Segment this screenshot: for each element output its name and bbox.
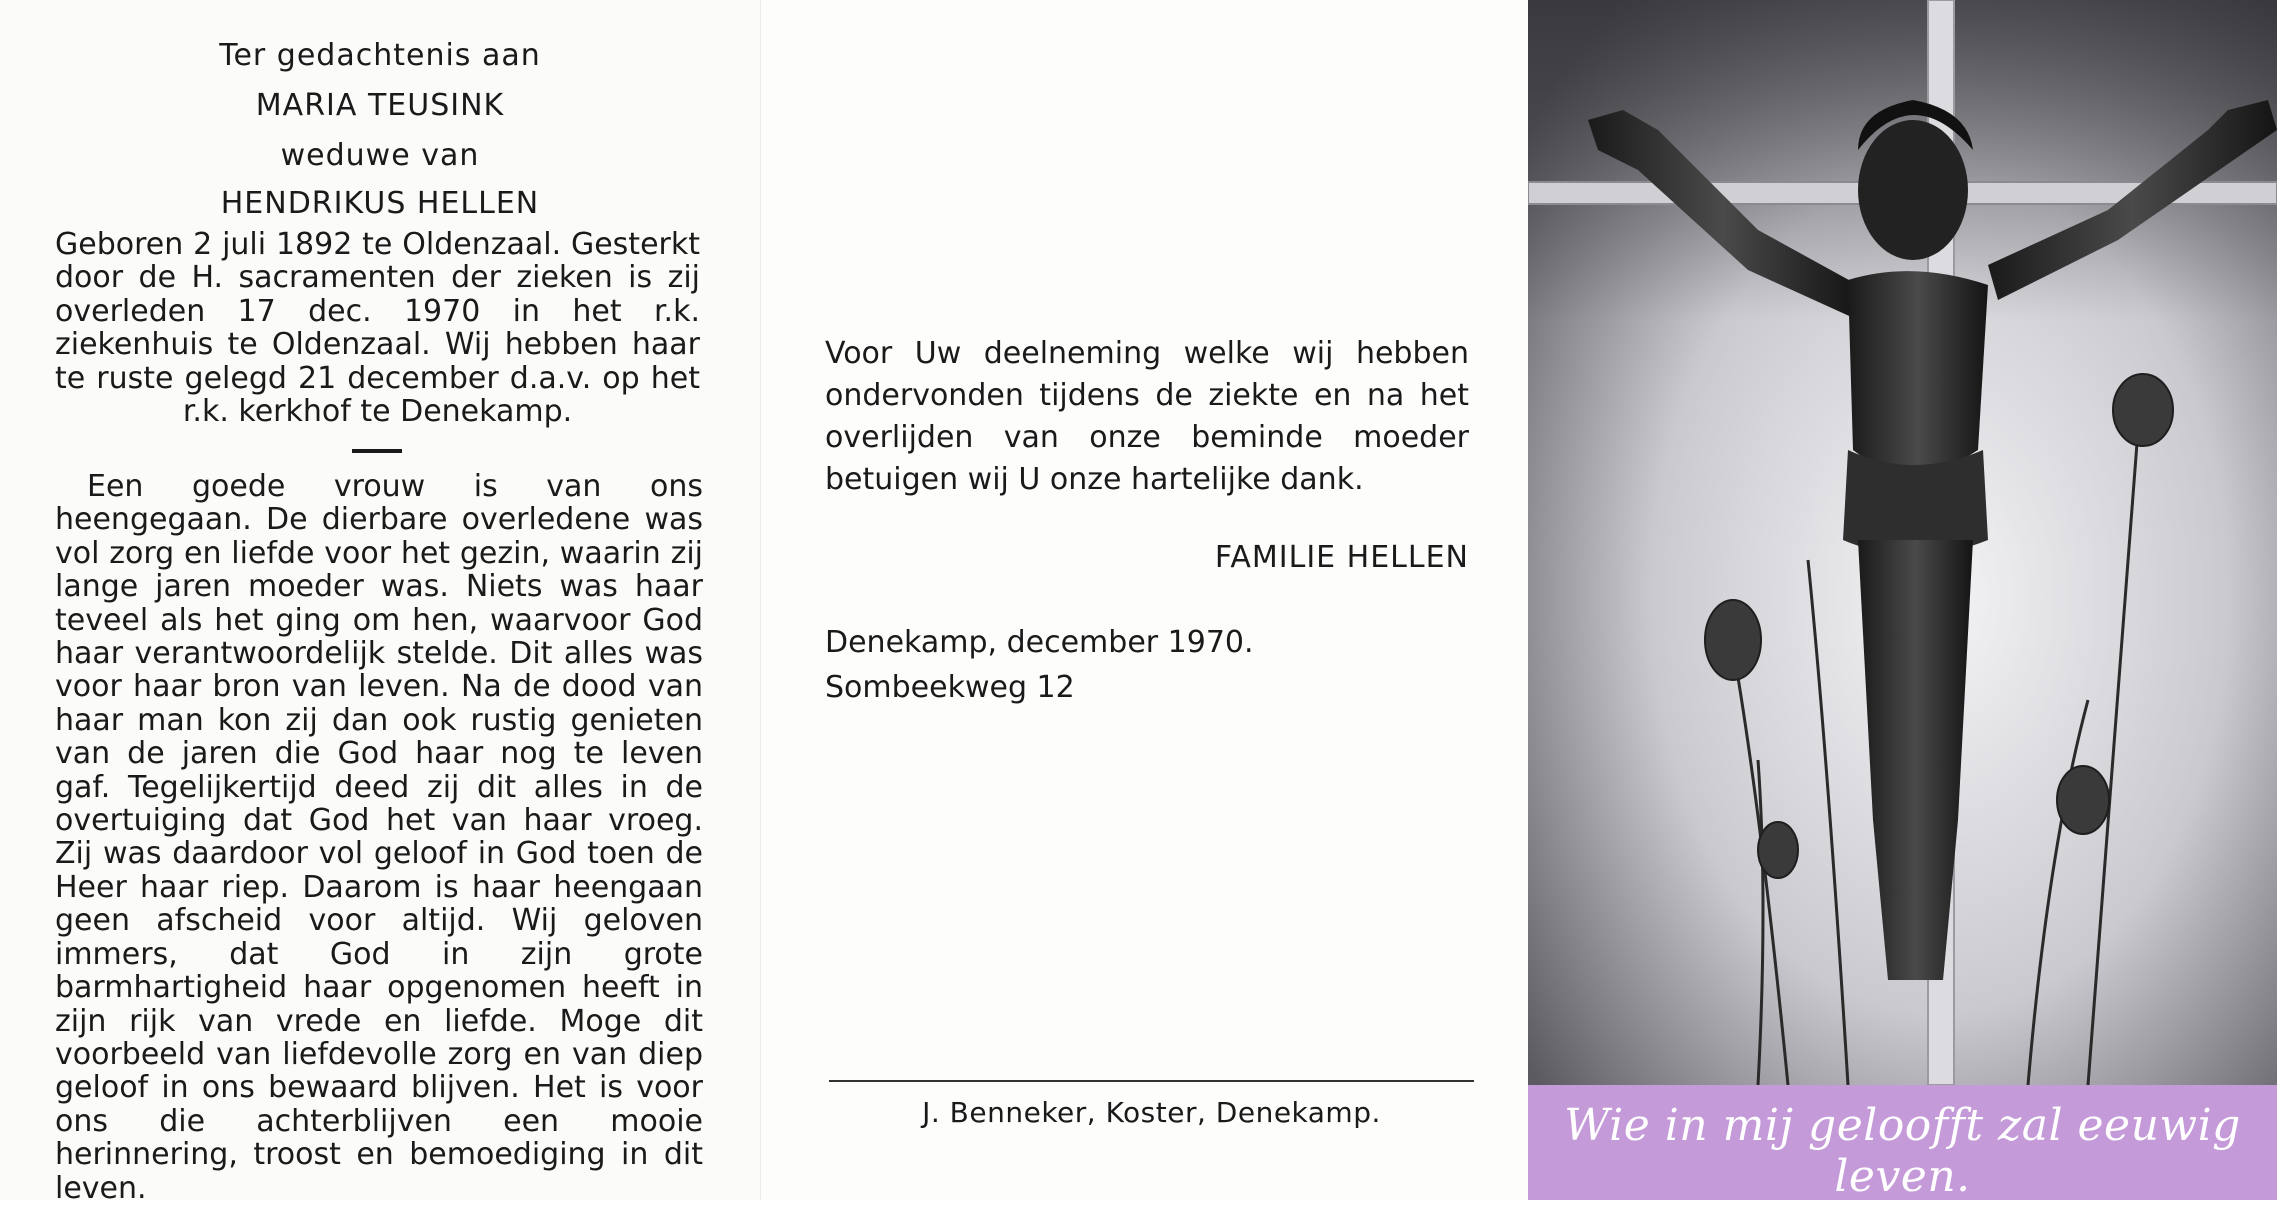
memorial-heading: Ter gedachtenis aan: [219, 38, 541, 73]
middle-panel: [760, 0, 1528, 1200]
husband-name: HENDRIKUS HELLEN: [220, 186, 540, 221]
deceased-name: MARIA TEUSINK: [255, 88, 505, 123]
loincloth: [1843, 450, 1988, 555]
scripture-caption: Wie in mij geloofft zal eeuwig leven.: [1564, 1100, 2241, 1200]
footer-rule: [829, 1080, 1474, 1082]
family-signature: FAMILIE HELLEN: [1214, 540, 1469, 575]
left-panel: [0, 0, 760, 1206]
crucifix-photo: [1528, 0, 2277, 1085]
place-date: Denekamp, december 1970.: [825, 625, 1254, 660]
address: Sombeekweg 12: [825, 670, 1075, 705]
thanks-paragraph: Voor Uw deelneming welke wij hebben ondervonden tijdens de ziekte en na het overlijden van onze beminde moeder betuigen wij U onze hartelijke dank.: [825, 336, 1469, 497]
eulogy-paragraph: Een goede vrouw is van ons heengegaan. De dierbare overledene was vol zorg en liefde voor het gezin, waarin zij lange jaren moeder was. Niets was haar teveel als het ging om hen, waarvoor God haar verantwoordelijk stelde. Dit alles was voor haar bron van leven. Na de dood van haar man kon zij dan ook rustig genieten van de jaren die God haar nog te leven gaf. Tegelijkertijd deed zij dit alles in de overtuiging dat God het van haar vroeg. Zij was daardoor vol geloof in God toen de Heer haar riep. Daarom is haar heengaan geen afscheid voor altijd. Wij geloven immers, dat God in zijn grote barmhartigheid haar opgenomen heeft in zijn rijk van vrede en liefde. Moge dit voorbeeld van liefdevolle zorg en van diep geloof in ons bewaard blijven. Het is voor ons die achterblijven een mooie herinnering, troost en bemoediging in dit leven.: [55, 469, 703, 1206]
section-divider: [352, 449, 402, 453]
right-panel: [1528, 0, 2277, 1200]
head: [1858, 120, 1968, 260]
widow-of-line: weduwe van: [280, 138, 480, 173]
torso: [1848, 271, 1988, 470]
printer-credit: J. Benneker, Koster, Denekamp.: [922, 1096, 1381, 1129]
biography-paragraph: Geboren 2 juli 1892 te Oldenzaal. Gesterkt door de H. sacramenten der zieken is zij overleden 17 dec. 1970 in het r.k. ziekenhuis te Oldenzaal. Wij hebben haar te ruste gelegd 21 december d.a.v. op het r.k. kerkhof te Denekamp.: [55, 227, 700, 430]
